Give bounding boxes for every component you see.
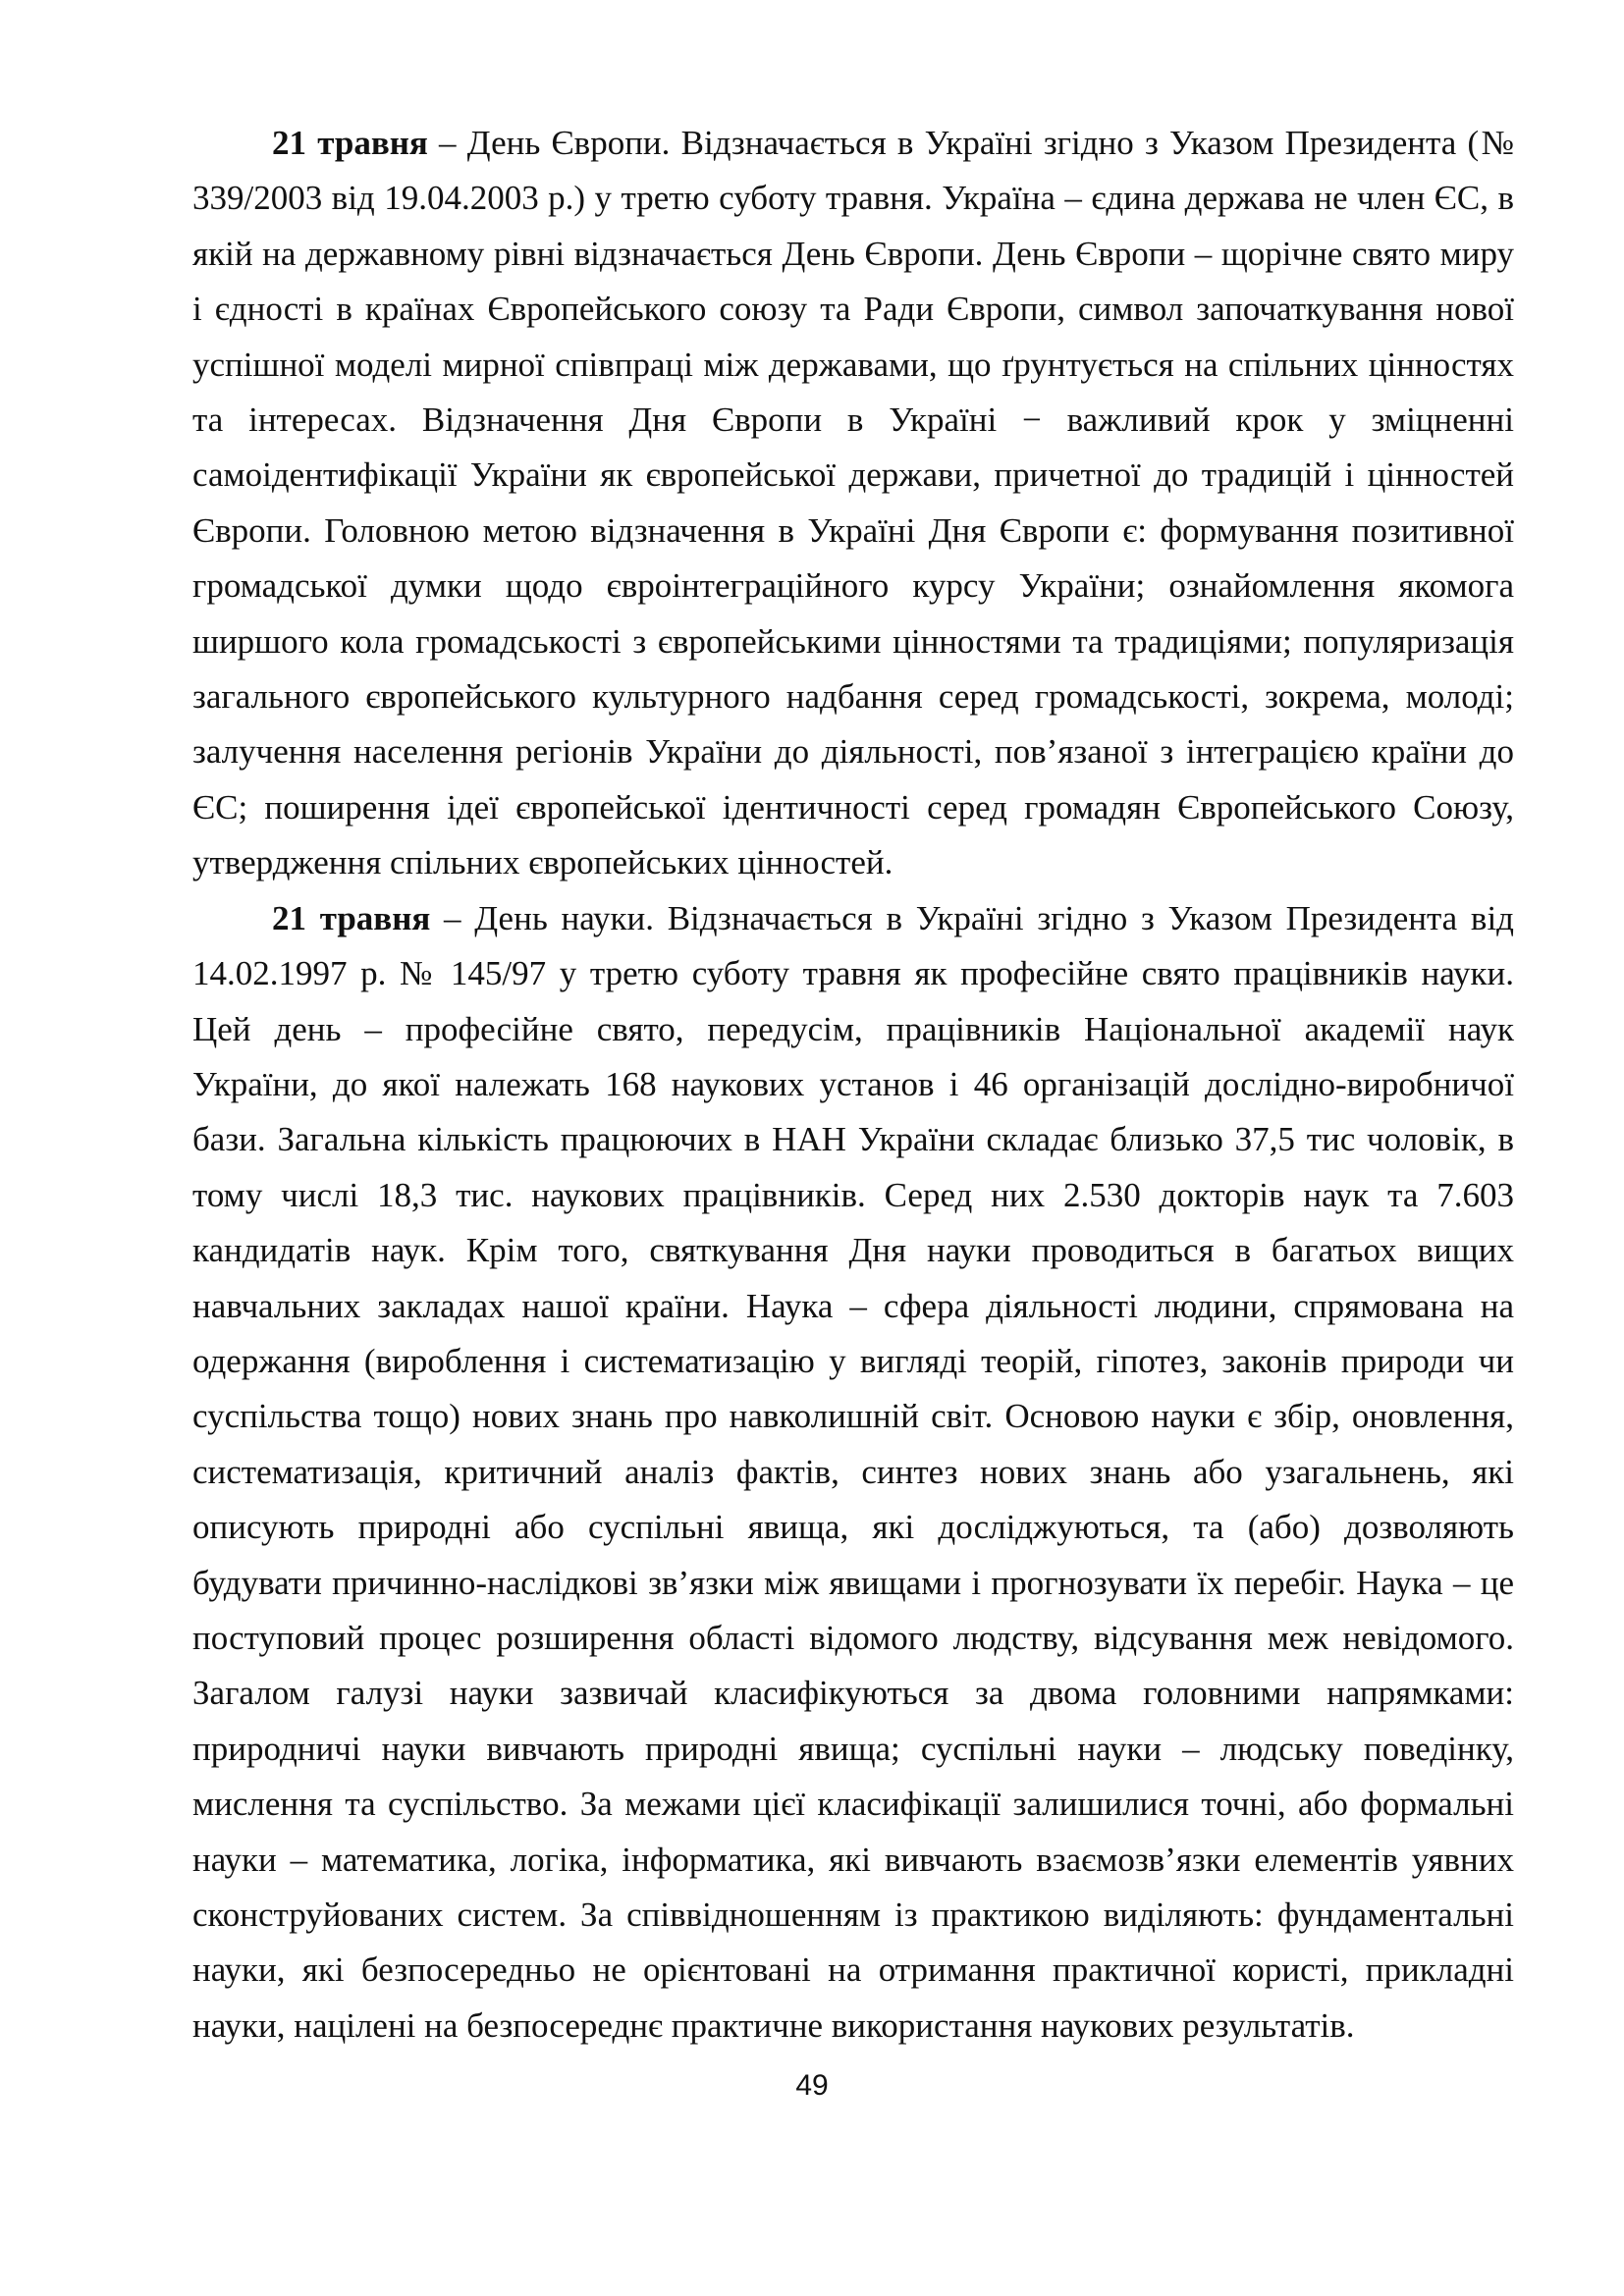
paragraph-text: – День Європи. Відзначається в Україні згідно з Указом Президента (№ 339/2003 від 19.04.2003 р.) у третю суботу травня. Україна – єдина держава не член ЄС, в якій на державному рівні відзначається День Європи. День Європи – щорічне свято миру і єдності в країнах Європейського союзу та Ради Європи, символ започаткування нової успішної моделі мирної співпраці між державами, що ґрунтується на спільних цінностях та інтересах. Відзначення Дня Європи в Україні − важливий крок у зміцненні самоідентифікації України як європейської держави, причетної до традицій і цінностей Європи. Головною метою відзначення в Україні Дня Європи є: формування позитивної громадської думки щодо євроінтеграційного курсу України; ознайомлення якомога ширшого кола громадськості з європейськими цінностями та традиціями; популяризація загального європейського культурного надбання серед громадськості, зокрема, молоді; залучення населення регіонів України до діяльності, пов’язаної з інтеграцією країни до ЄС; поширення ідеї європейської ідентичності серед громадян Європейського Союзу, утвердження спільних європейських цінностей. [192, 124, 1514, 882]
paragraph-text: – День науки. Відзначається в Україні згідно з Указом Президента від 14.02.1997 р. № 145/97 у третю суботу травня як професійне свято працівників науки. Цей день – професійне свято, передусім, працівників Національної академії наук України, до якої належать 168 наукових установ і 46 організацій дослідно-виробничої бази. Загальна кількість працюючих в НАН України складає близько 37,5 тис чоловік, в тому числі 18,3 тис. наукових працівників. Серед них 2.530 докторів наук та 7.603 кандидатів наук. Крім того, святкування Дня науки проводиться в багатьох вищих навчальних закладах нашої країни. Наука – сфера діяльності людини, спрямована на одержання (вироблення і систематизацію у вигляді теорій, гіпотез, законів природи чи суспільства тощо) нових знань про навколишній світ. Основою науки є збір, оновлення, систематизація, критичний аналіз фактів, синтез нових знань або узагальнень, які описують природні або суспільні явища, які досліджуються, та (або) дозволяють будувати причинно-наслідкові зв’язки між явищами і прогнозувати їх перебіг. Наука – це поступовий процес розширення області відомого людству, відсування меж невідомого. Загалом галузі науки зазвичай класифікуються за двома головними напрямками: природничі науки вивчають природні явища; суспільні науки – людську поведінку, мислення та суспільство. За межами цієї класифікації залишилися точні, або формальні науки – математика, логіка, інформатика, які вивчають взаємозв’язки елементів уявних сконструйованих систем. За співвідношенням із практикою виділяють: фундаментальні науки, які безпосередньо не орієнтовані на отримання практичної користі, прикладні науки, націлені на безпосереднє практичне використання наукових результатів. [192, 898, 1514, 2045]
page-body [192, 116, 1514, 2054]
paragraph-science-day [192, 891, 1514, 2055]
paragraph-date: 21 травня [272, 124, 428, 162]
paragraph-europe-day [192, 116, 1514, 891]
page-number: 49 [795, 2069, 829, 2102]
paragraph-date: 21 травня [272, 898, 431, 937]
